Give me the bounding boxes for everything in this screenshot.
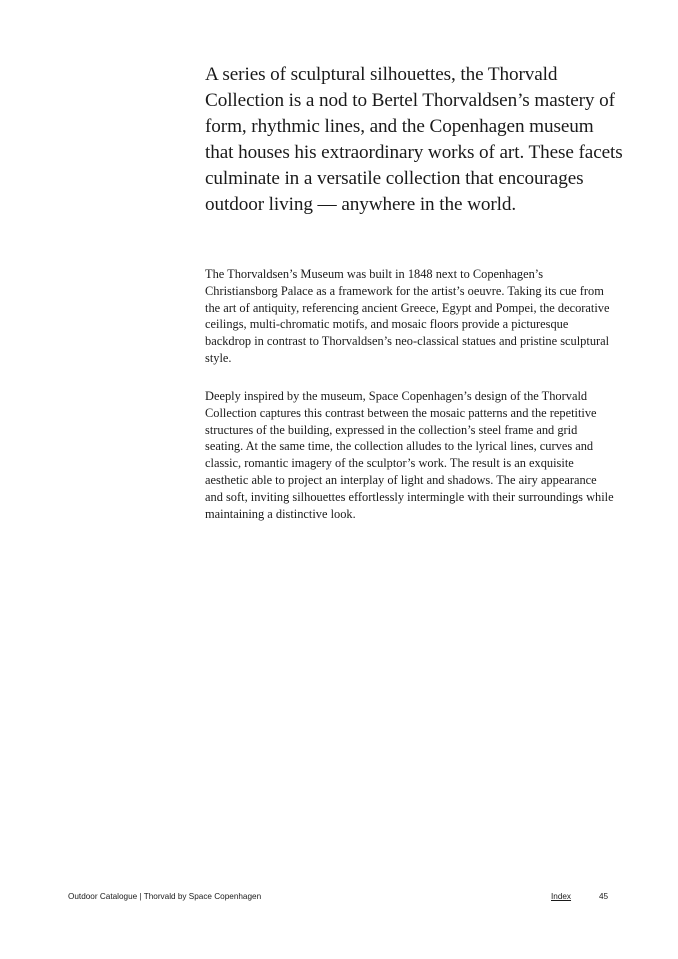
index-link[interactable]: Index bbox=[551, 892, 572, 901]
body-paragraph-design: Deeply inspired by the museum, Space Copenhagen’s design of the Thorvald Collection captures this contrast between the mosaic patterns and the repetitive structures of the building, expressed in the collection’s steel frame and grid seating. At the same time, the collection alludes to the lyrical lines, curves and classic, romantic imagery of the sculptor’s work. The result is an exquisite aesthetic able to project an interplay of light and shadows. The airy appearance and soft, inviting silhouettes effortlessly intermingle with their surroundings while maintaining a distinctive look. bbox=[205, 389, 614, 521]
page-number: 45 bbox=[599, 892, 609, 901]
body-paragraph-museum: The Thorvaldsen’s Museum was built in 1848 next to Copenhagen’s Christiansborg Palace as a framework for the artist’s oeuvre. Taking its cue from the art of antiquity, referencing ancient Greece, Egypt and Pompei, the decorative ceilings, multi-chromatic motifs, and mosaic floors provide a picturesque backdrop in contrast to Thorvaldsen’s neo-classical statues and pristine sculptural style. bbox=[205, 267, 610, 365]
lead-paragraph: A series of sculptural silhouettes, the Thorvald Collection is a nod to Bertel Thorvaldsen’s mastery of form, rhythmic lines, and the Copenhagen museum that houses his extraordinary works of art. These facets culminate in a versatile collection that encourages outdoor living — anywhere in the world. bbox=[205, 64, 623, 215]
footer-catalogue-title: Outdoor Catalogue | Thorvald by Space Copenhagen bbox=[68, 892, 262, 901]
